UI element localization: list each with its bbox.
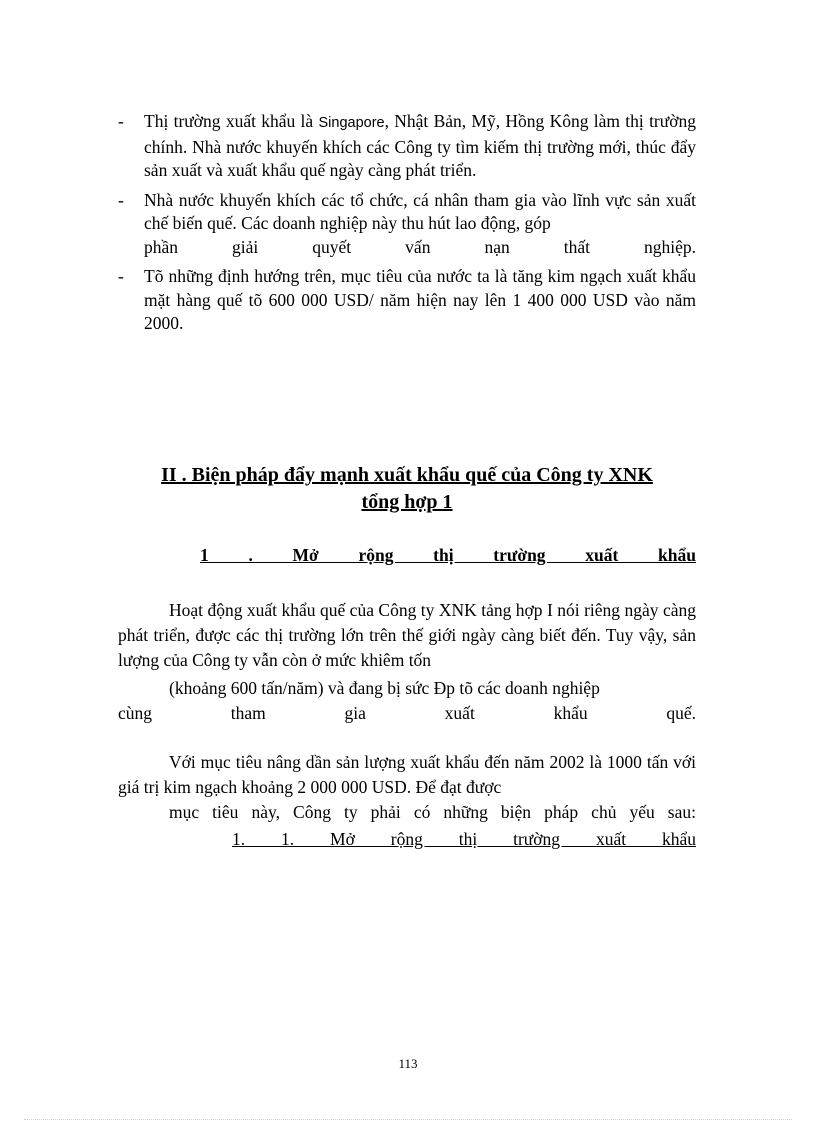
paragraph-2-last-line: cùng tham gia xuất khẩu quế. xyxy=(118,703,696,723)
section-heading xyxy=(118,462,696,516)
page-number: 113 xyxy=(398,1056,418,1071)
bullet-text-last-line: phần giải quyết vấn nạn thất nghiệp. xyxy=(144,236,696,257)
paragraph-2 xyxy=(118,676,696,726)
bullet-list xyxy=(118,110,696,342)
bullet-item-export-markets xyxy=(118,110,696,183)
bullet-text: Tõ những định hướng trên, mục tiêu của nước ta là tăng kim ngạch xuất khẩu mặt hàng quế tõ 600 000 USD/ năm hiện nay lên 1 400 000 USD vào năm 2000. xyxy=(144,266,696,333)
paragraph-3 xyxy=(118,750,696,825)
bullet-item-state-encourage xyxy=(118,189,696,260)
paragraph-1: Hoạt động xuất khẩu quế của Công ty XNK tảng hợp I nói riêng ngày càng phát triển, được các thị trường lớn trên thế giới ngày càng biết đến. Tuy vậy, sản lượng của Công ty vẫn còn ở mức khiêm tốn xyxy=(118,600,696,670)
subheading-1-1: 1. 1. Mở rộng thị trường xuất khẩu xyxy=(232,829,696,849)
bullet-text: Nhà nước khuyến khích các tổ chức, cá nhân tham gia vào lĩnh vực sản xuất chế biến quế. Các doanh nghiệp này thu hút lao động, góp xyxy=(144,189,696,233)
bullet-dash: - xyxy=(118,189,124,210)
section-heading-line1: II . Biện pháp đẩy mạnh xuất khẩu quế của Công ty XNK xyxy=(161,464,653,486)
paragraph-2-first-line: (khoảng 600 tấn/năm) và đang bị sức Ðp tõ các doanh nghiệp xyxy=(169,678,600,698)
bullet-text-singapore: Singapore xyxy=(318,115,385,131)
bullet-dash: - xyxy=(118,111,124,131)
paragraph-3-text: Với mục tiêu nâng dần sản lượng xuất khẩu đến năm 2002 là 1000 tấn với giá trị kim ngạch khoảng 2 000 000 USD. Để đạt được xyxy=(118,752,696,797)
page-bottom-divider xyxy=(24,1119,792,1120)
bullet-text-post: , Nhật Bản, Mỹ, Hồng Kông làm thị trường chính. Nhà nước khuyến khích các Công ty tìm kiếm thị trường mới, thúc đẩy sản xuất và xuất khẩu quế ngày càng phát triển. xyxy=(144,111,697,180)
paragraph-3-last-line: mục tiêu này, Công ty phải có những biện pháp chủ yếu sau: xyxy=(169,802,696,822)
bullet-dash: - xyxy=(118,266,124,286)
section-heading-line2: tổng hợp 1 xyxy=(361,491,453,513)
bullet-text-pre: Thị trường xuất khẩu là xyxy=(144,111,314,131)
subheading-1: 1 . Mở rộng thị trường xuất khẩu xyxy=(200,545,696,565)
bullet-item-target xyxy=(118,265,696,336)
